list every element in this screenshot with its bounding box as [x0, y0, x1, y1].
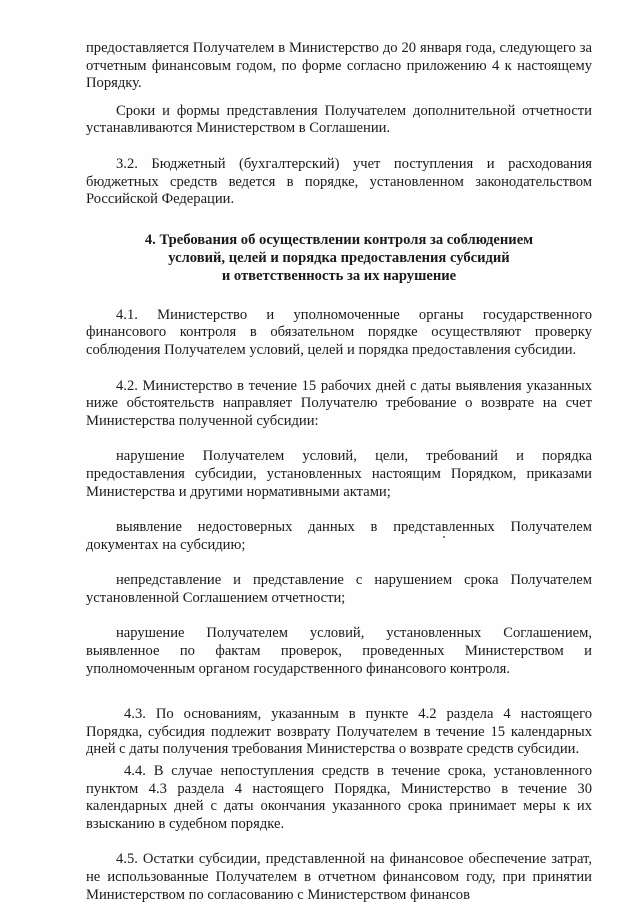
- paragraph-3-2: 3.2. Бюджетный (бухгалтерский) учет поступления и расходования бюджетных средств ведется в порядке, установленном законодательством Российской Федерации.: [86, 155, 592, 208]
- intro-paragraph: предоставляется Получателем в Министерство до 20 января года, следующего за отчетным финансовым годом, по форме согласно приложению 4 к настоящему Порядку.: [86, 40, 592, 92]
- paragraph-4-3: 4.3. По основаниям, указанным в пункте 4.2 раздела 4 настоящего Порядка, субсидия подлежит возврату Получателем в течение 15 календарных дней с даты получения требования Министерства о возврате средств субсидии.: [86, 706, 592, 758]
- paragraph-4-1: 4.1. Министерство и уполномоченные органы государственного финансового контроля в обязательном порядке осуществляют проверку соблюдения Получателем условий, целей и порядка предоставления субсидии.: [86, 306, 592, 358]
- paragraph-4-2: 4.2. Министерство в течение 15 рабочих дней с даты выявления указанных ниже обстоятельств направляет Получателю требование о возврате на счет Министерства полученной субсидии:: [86, 377, 592, 429]
- scan-speck: [443, 536, 445, 538]
- section-4-heading-line-1: 4. Требования об осуществлении контроля за соблюдением: [144, 231, 534, 248]
- list-item-non-submission: непредставление и представление с нарушением срока Получателем установленной Соглашением отчетности;: [86, 572, 592, 606]
- section-4-heading-line-3: и ответственность за их нарушение: [221, 267, 457, 284]
- section-4-heading: [86, 231, 592, 285]
- list-item-unreliable-data: выявление недостоверных данных в представленных Получателем документах на субсидию;: [86, 519, 592, 553]
- document-body: [86, 40, 592, 904]
- paragraph-4-4: 4.4. В случае непоступления средств в течение срока, установленного пунктом 4.3 раздела 4 настоящего Порядка, Министерство в течение 30 календарных дней с даты окончания указанного срока принимает меры к их взысканию в судебном порядке.: [86, 763, 592, 832]
- paragraph-4-5: 4.5. Остатки субсидии, представленной на финансовое обеспечение затрат, не использованные Получателем в отчетном финансовом году, при принятии Министерством по согласованию с Министерством финансов: [86, 851, 592, 903]
- list-item-violation: нарушение Получателем условий, цели, требований и порядка предоставления субсидии, установленных настоящим Порядком, приказами Министерства и другими нормативными актами;: [86, 448, 592, 500]
- list-item-audit-violation: нарушение Получателем условий, установленных Соглашением, выявленное по фактам проверок, проведенных Министерством и уполномоченным органом государственного финансового контроля.: [86, 625, 592, 677]
- paragraph-additional-reporting: Сроки и формы представления Получателем дополнительной отчетности устанавливаются Министерством в Соглашении.: [86, 102, 592, 137]
- section-4-heading-line-2: условий, целей и порядка предоставления субсидий: [168, 249, 510, 266]
